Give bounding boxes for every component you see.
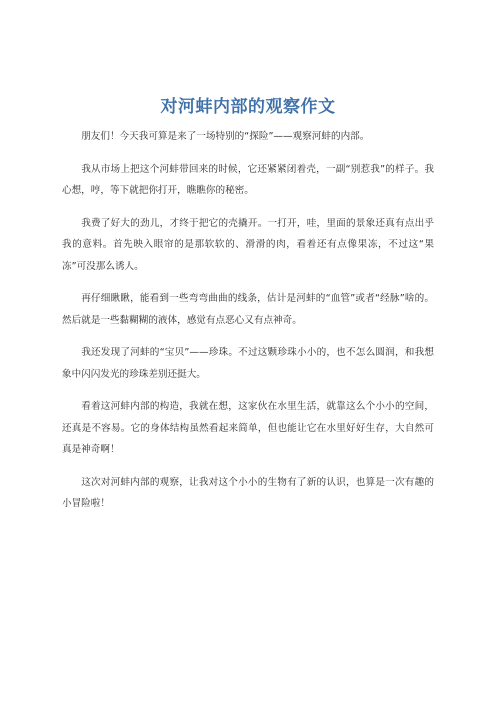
paragraph-6: 看着这河蚌内部的构造，我就在想，这家伙在水里生活，就靠这么个小小的空间，还真是不容易。它的身体结构虽然看起来简单，但也能让它在水里好好生存，大自然可真是神奇啊！: [62, 401, 434, 455]
paragraph-7: 这次对河蚌内部的观察，让我对这个小小的生物有了新的认识，也算是一次有趣的小冒险啦！: [62, 476, 434, 509]
paragraph-1: 朋友们！今天我可算是来了一场特别的“探险”——观察河蚌的内部。: [81, 131, 370, 142]
paragraph-4: 再仔细瞅瞅，能看到一些弯弯曲曲的线条，估计是河蚌的“血管”或者“经脉”啥的。然后就是一些黏糊糊的液体，感觉有点恶心又有点神奇。: [62, 293, 434, 326]
paragraph-5: 我还发现了河蚌的“宝贝”——珍珠。不过这颗珍珠小小的，也不怎么圆润，和我想象中闪闪发光的珍珠差别还挺大。: [62, 347, 434, 380]
document-body: [62, 126, 434, 526]
paragraph-2: 我从市场上把这个河蚌带回来的时候，它还紧紧闭着壳，一副“别惹我”的样子。我心想，哼，等下就把你打开，瞧瞧你的秘密。: [62, 163, 434, 196]
paragraph-3: 我费了好大的劲儿，才终于把它的壳撬开。一打开，哇，里面的景象还真有点出乎我的意料。首先映入眼帘的是那软软的、滑滑的肉，看着还有点像果冻，不过这“果冻”可没那么诱人。: [62, 217, 434, 272]
document-title: 对河蚌内部的观察作文: [160, 97, 336, 117]
